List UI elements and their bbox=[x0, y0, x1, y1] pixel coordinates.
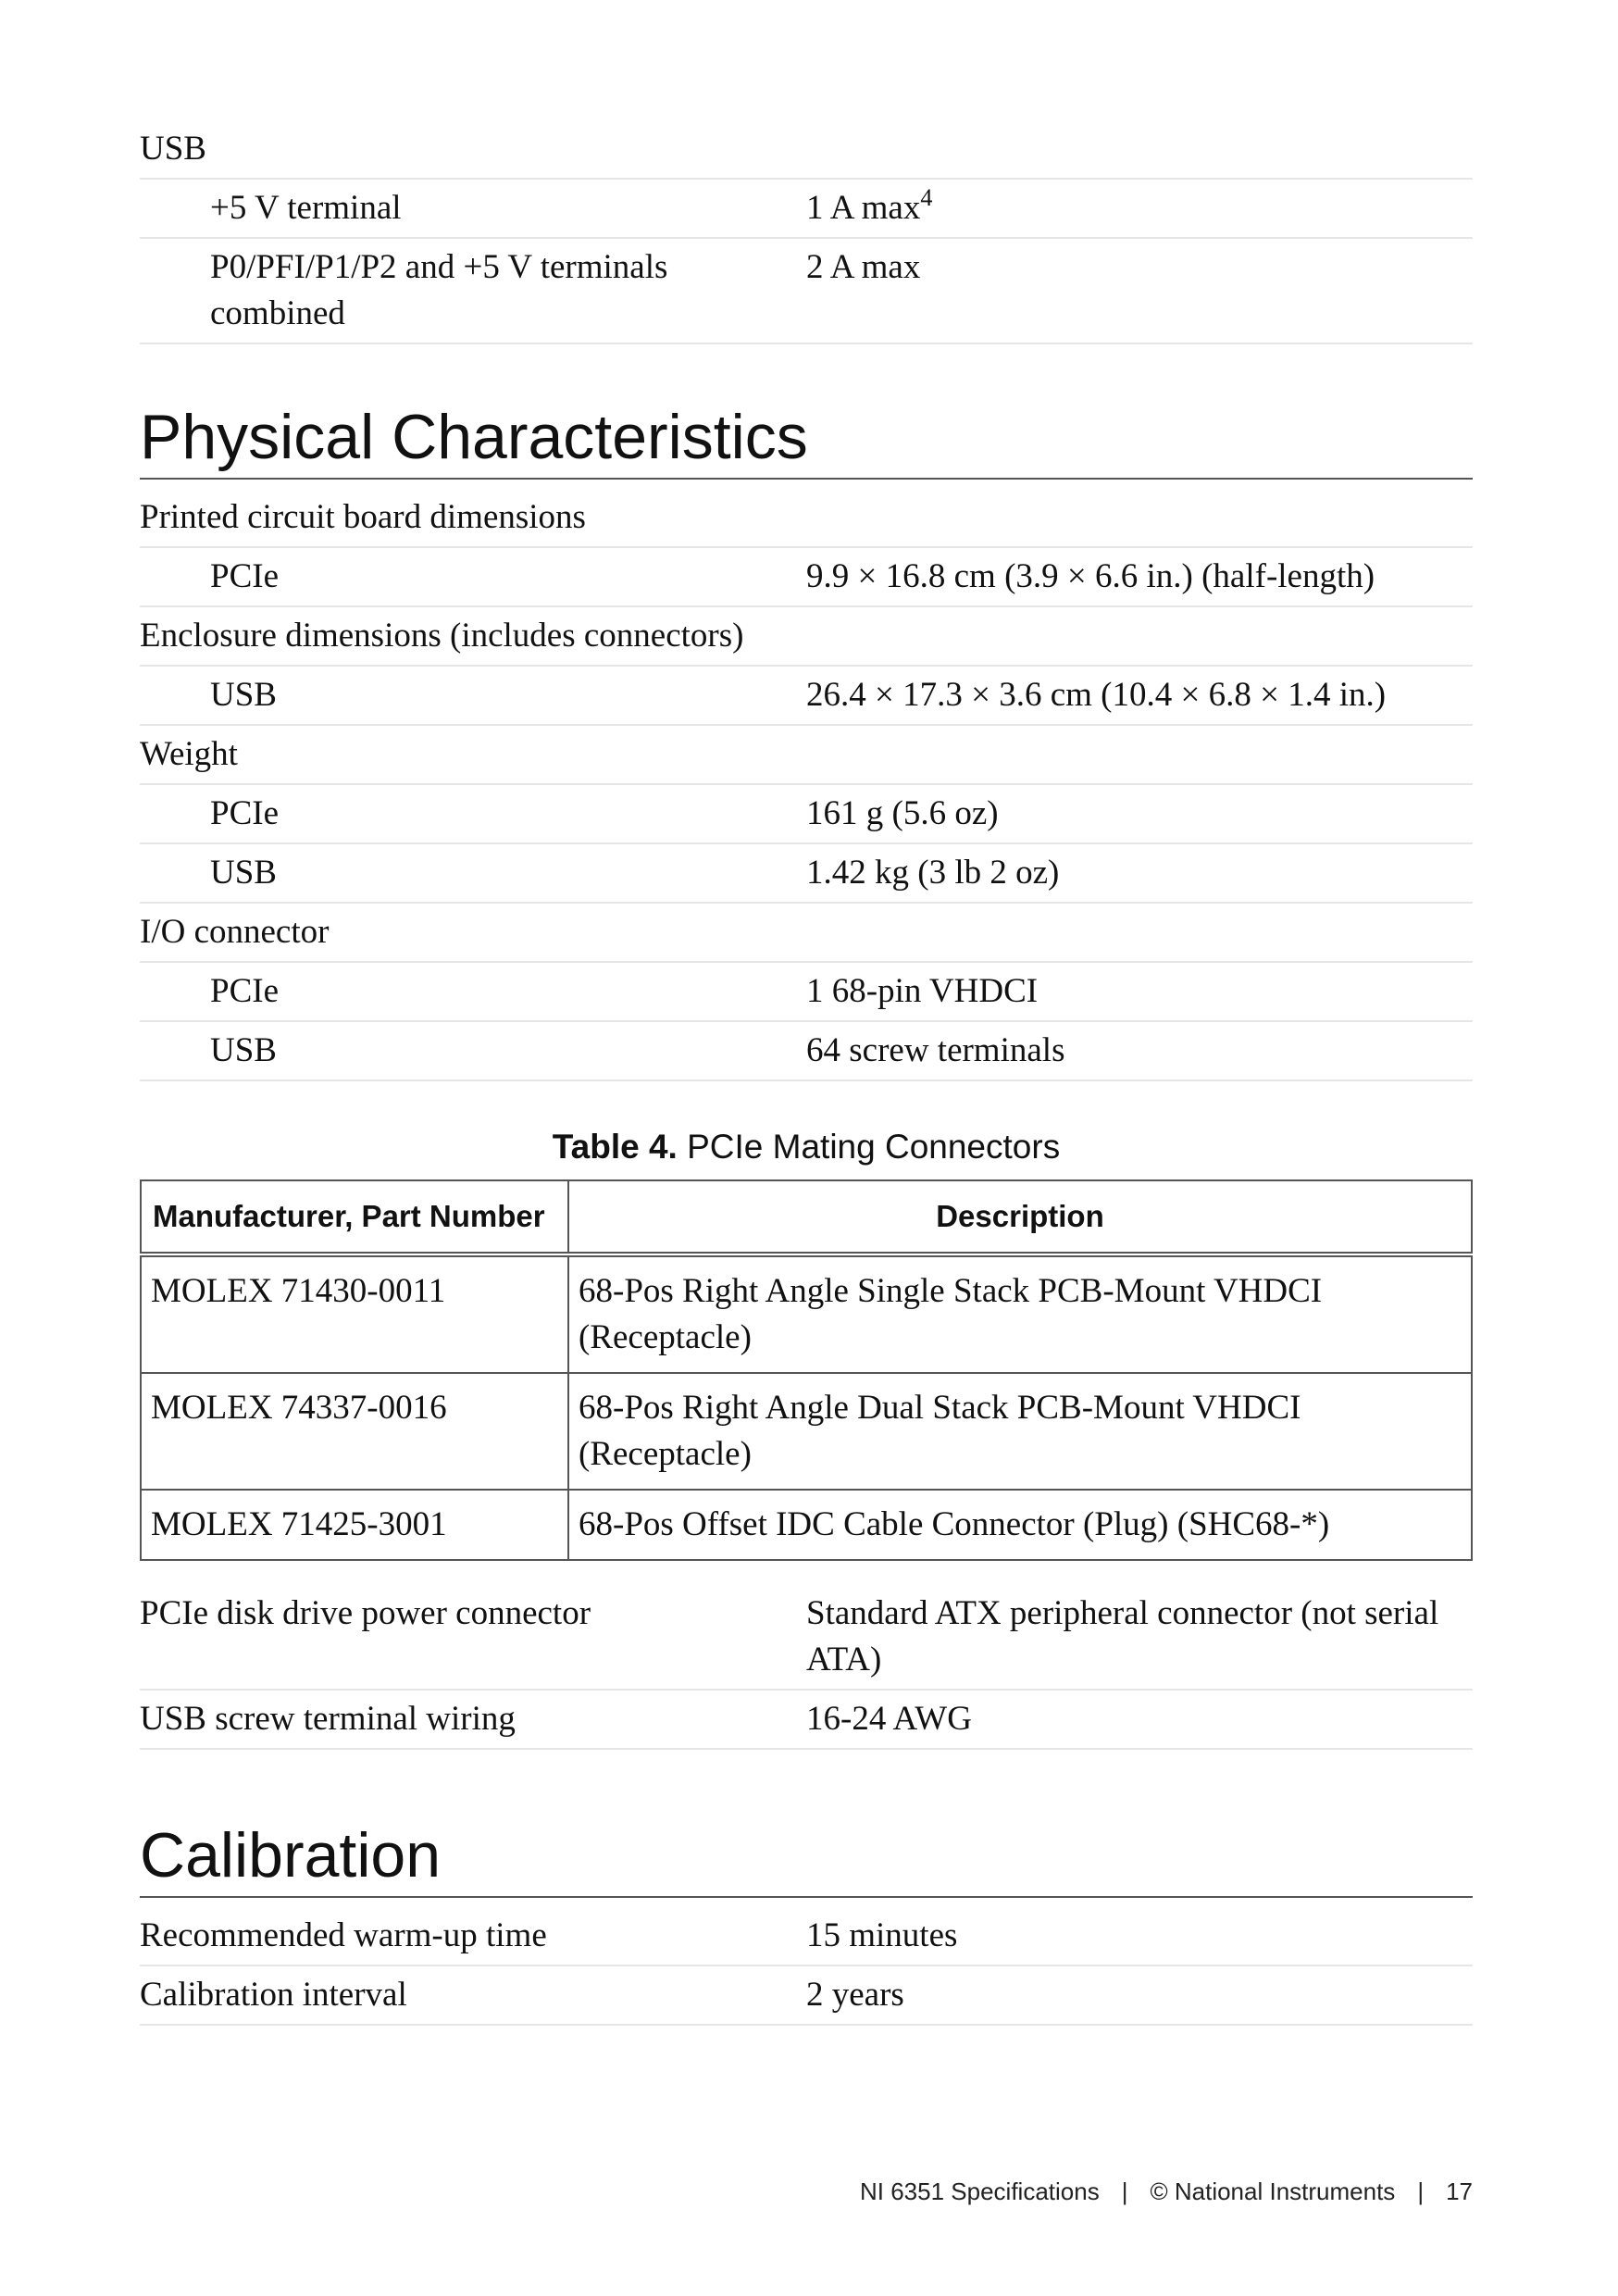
pcb-pcie-label: PCIe bbox=[210, 557, 279, 595]
io-usb-value: 64 screw terminals bbox=[806, 1031, 1065, 1069]
calibration-section bbox=[140, 1818, 1473, 2026]
footer-copyright: © National Instruments bbox=[1150, 2177, 1396, 2205]
enclosure-usb-value: 26.4 × 17.3 × 3.6 cm (10.4 × 6.8 × 1.4 in.) bbox=[806, 676, 1387, 714]
disk-power-value: Standard ATX peripheral connector (not serial ATA) bbox=[806, 1594, 1439, 1678]
weight-usb-value: 1.42 kg (3 lb 2 oz) bbox=[806, 854, 1060, 892]
usb-power-section bbox=[140, 120, 1473, 344]
disk-power-row bbox=[140, 1585, 1473, 1691]
footnote-ref: 4 bbox=[920, 184, 933, 211]
weight-usb-label: USB bbox=[210, 854, 277, 892]
enclosure-usb-row bbox=[140, 667, 1473, 726]
weight-pcie-label: PCIe bbox=[210, 794, 279, 832]
warmup-value: 15 minutes bbox=[806, 1916, 958, 1954]
usb-combined-row bbox=[140, 239, 1473, 344]
disk-power-label: PCIe disk drive power connector bbox=[140, 1594, 591, 1632]
usb-combined-label: P0/PFI/P1/P2 and +5 V terminals combined bbox=[210, 248, 668, 332]
table-header-description: Description bbox=[568, 1180, 1472, 1254]
table-cell-part-number: MOLEX 71430-0011 bbox=[141, 1254, 568, 1373]
pcb-dimensions-row bbox=[140, 489, 1473, 548]
table-cell-description: 68-Pos Right Angle Single Stack PCB-Mount VHDCI (Receptacle) bbox=[568, 1254, 1472, 1373]
pcb-pcie-row bbox=[140, 548, 1473, 607]
table-row bbox=[141, 1490, 1472, 1560]
io-connector-row bbox=[140, 904, 1473, 963]
io-pcie-value: 1 68-pin VHDCI bbox=[806, 972, 1039, 1010]
physical-heading: Physical Characteristics bbox=[140, 400, 1473, 480]
pcb-pcie-value: 9.9 × 16.8 cm (3.9 × 6.6 in.) (half-length) bbox=[806, 557, 1375, 595]
physical-section bbox=[140, 400, 1473, 1750]
usb-combined-value: 2 A max bbox=[806, 248, 921, 286]
weight-label: Weight bbox=[140, 735, 238, 773]
calibration-heading: Calibration bbox=[140, 1818, 1473, 1898]
interval-row bbox=[140, 1966, 1473, 2026]
table-caption-text: PCIe Mating Connectors bbox=[687, 1128, 1061, 1166]
interval-value: 2 years bbox=[806, 1976, 904, 2014]
enclosure-usb-label: USB bbox=[210, 676, 277, 714]
table-header-manufacturer: Manufacturer, Part Number bbox=[141, 1180, 568, 1254]
warmup-row bbox=[140, 1907, 1473, 1966]
interval-label: Calibration interval bbox=[140, 1976, 407, 2014]
footer-page-number: 17 bbox=[1446, 2177, 1473, 2205]
table-cell-description: 68-Pos Offset IDC Cable Connector (Plug) (SHC68-*) bbox=[568, 1490, 1472, 1560]
usb-5v-value-text: 1 A max bbox=[806, 189, 921, 227]
table-caption-number: Table 4. bbox=[552, 1128, 678, 1166]
io-connector-label: I/O connector bbox=[140, 913, 330, 951]
table-row bbox=[141, 1254, 1472, 1373]
usb-title-row bbox=[140, 120, 1473, 180]
footer-separator: | bbox=[1417, 2177, 1425, 2205]
usb-5v-row bbox=[140, 180, 1473, 239]
warmup-label: Recommended warm-up time bbox=[140, 1916, 547, 1954]
table-cell-part-number: MOLEX 71425-3001 bbox=[141, 1490, 568, 1560]
usb-5v-label: +5 V terminal bbox=[210, 189, 402, 227]
io-pcie-label: PCIe bbox=[210, 972, 279, 1010]
weight-pcie-row bbox=[140, 785, 1473, 844]
table-caption bbox=[140, 1124, 1473, 1170]
table-row bbox=[141, 1373, 1472, 1490]
io-pcie-row bbox=[140, 963, 1473, 1022]
usb-5v-value bbox=[806, 185, 1473, 231]
table-cell-description: 68-Pos Right Angle Dual Stack PCB-Mount VHDCI (Receptacle) bbox=[568, 1373, 1472, 1490]
weight-usb-row bbox=[140, 844, 1473, 904]
page-footer bbox=[860, 2177, 1473, 2206]
table-cell-part-number: MOLEX 74337-0016 bbox=[141, 1373, 568, 1490]
mating-connectors-table-block bbox=[140, 1124, 1473, 1561]
io-usb-label: USB bbox=[210, 1031, 277, 1069]
io-usb-row bbox=[140, 1022, 1473, 1081]
pcb-dimensions-label: Printed circuit board dimensions bbox=[140, 498, 586, 536]
screw-wiring-label: USB screw terminal wiring bbox=[140, 1700, 516, 1738]
enclosure-label: Enclosure dimensions (includes connectors) bbox=[140, 617, 744, 655]
enclosure-row bbox=[140, 607, 1473, 667]
usb-title: USB bbox=[140, 130, 206, 168]
weight-pcie-value: 161 g (5.6 oz) bbox=[806, 794, 999, 832]
screw-wiring-row bbox=[140, 1691, 1473, 1750]
footer-doc-title: NI 6351 Specifications bbox=[860, 2177, 1100, 2205]
footer-separator: | bbox=[1121, 2177, 1128, 2205]
table-header-row bbox=[141, 1180, 1472, 1254]
weight-row bbox=[140, 726, 1473, 785]
screw-wiring-value: 16-24 AWG bbox=[806, 1700, 972, 1738]
mating-connectors-table bbox=[140, 1179, 1473, 1561]
